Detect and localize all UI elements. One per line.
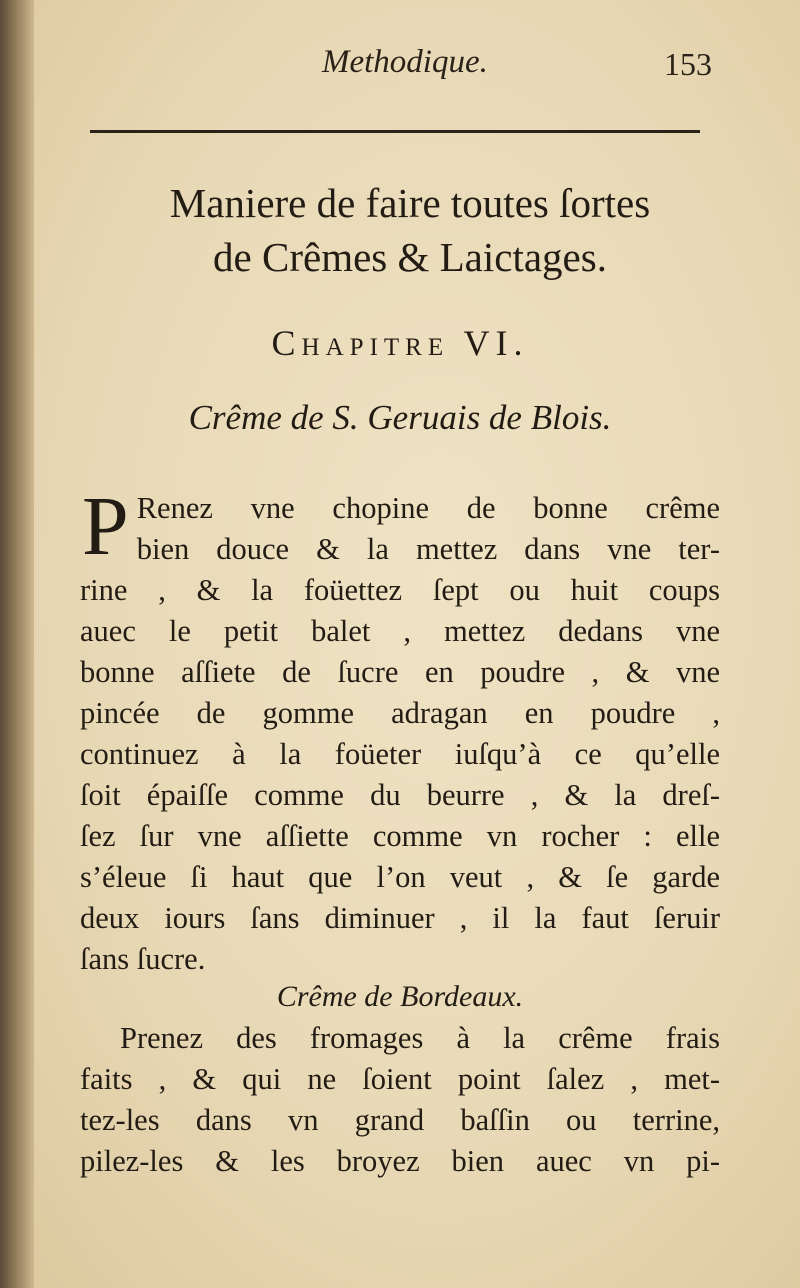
chapter-title-line-1: Maniere de faire toutes ſortes [169,180,651,226]
text-line: Renez vne chopine de bonne crême [136,491,720,525]
drop-capital: P [82,480,129,573]
chapter-title-line-2: de Crêmes & Laictages. [213,234,607,280]
running-head-title: Methodique. [322,44,488,80]
recipe-1-text [80,480,720,980]
chapter-title [60,176,760,284]
text-line: Prenez des fromages à la crême frais [120,1021,720,1055]
text-line: s’éleue ſi haut que l’on veut , & ſe garde [80,860,720,894]
text-line: auec le petit balet , mettez dedans vne [80,614,720,648]
text-line: pincée de gomme adragan en poudre , [80,696,720,730]
text-line: ſez ſur vne aſſiette comme vn rocher : elle [80,819,720,853]
chapter-label: Chapitre VI. [271,323,529,363]
text-line: continuez à la foüeter iuſqu’à ce qu’elle [80,737,720,771]
recipe-2-text [80,1018,720,1182]
page-number: 153 [664,46,712,82]
text-line: pilez-les & les broyez bien auec vn pi- [80,1144,720,1178]
text-line: ſoit épaiſſe comme du beurre , & la dreſ- [80,778,720,812]
text-line: bonne aſſiete de ſucre en poudre , & vne [80,655,720,689]
recipe-title-2: Crême de Bordeaux. [276,980,524,1013]
text-line: faits , & qui ne ſoient point ſalez , met- [80,1062,720,1096]
text-line: deux iours ſans diminuer , il la faut ſeruir [80,901,720,935]
text-line: tez-les dans vn grand baſſin ou terrine, [80,1103,720,1137]
running-head [0,44,800,94]
header-rule [90,130,700,133]
recipe-title-1: Crême de S. Geruais de Blois. [188,398,612,437]
text-line: ſans ſucre. [80,942,206,976]
text-line: bien douce & la mettez dans vne ter- [136,532,720,566]
book-gutter [0,0,34,1288]
text-line: rine , & la foüettez ſept ou huit coups [80,573,720,607]
